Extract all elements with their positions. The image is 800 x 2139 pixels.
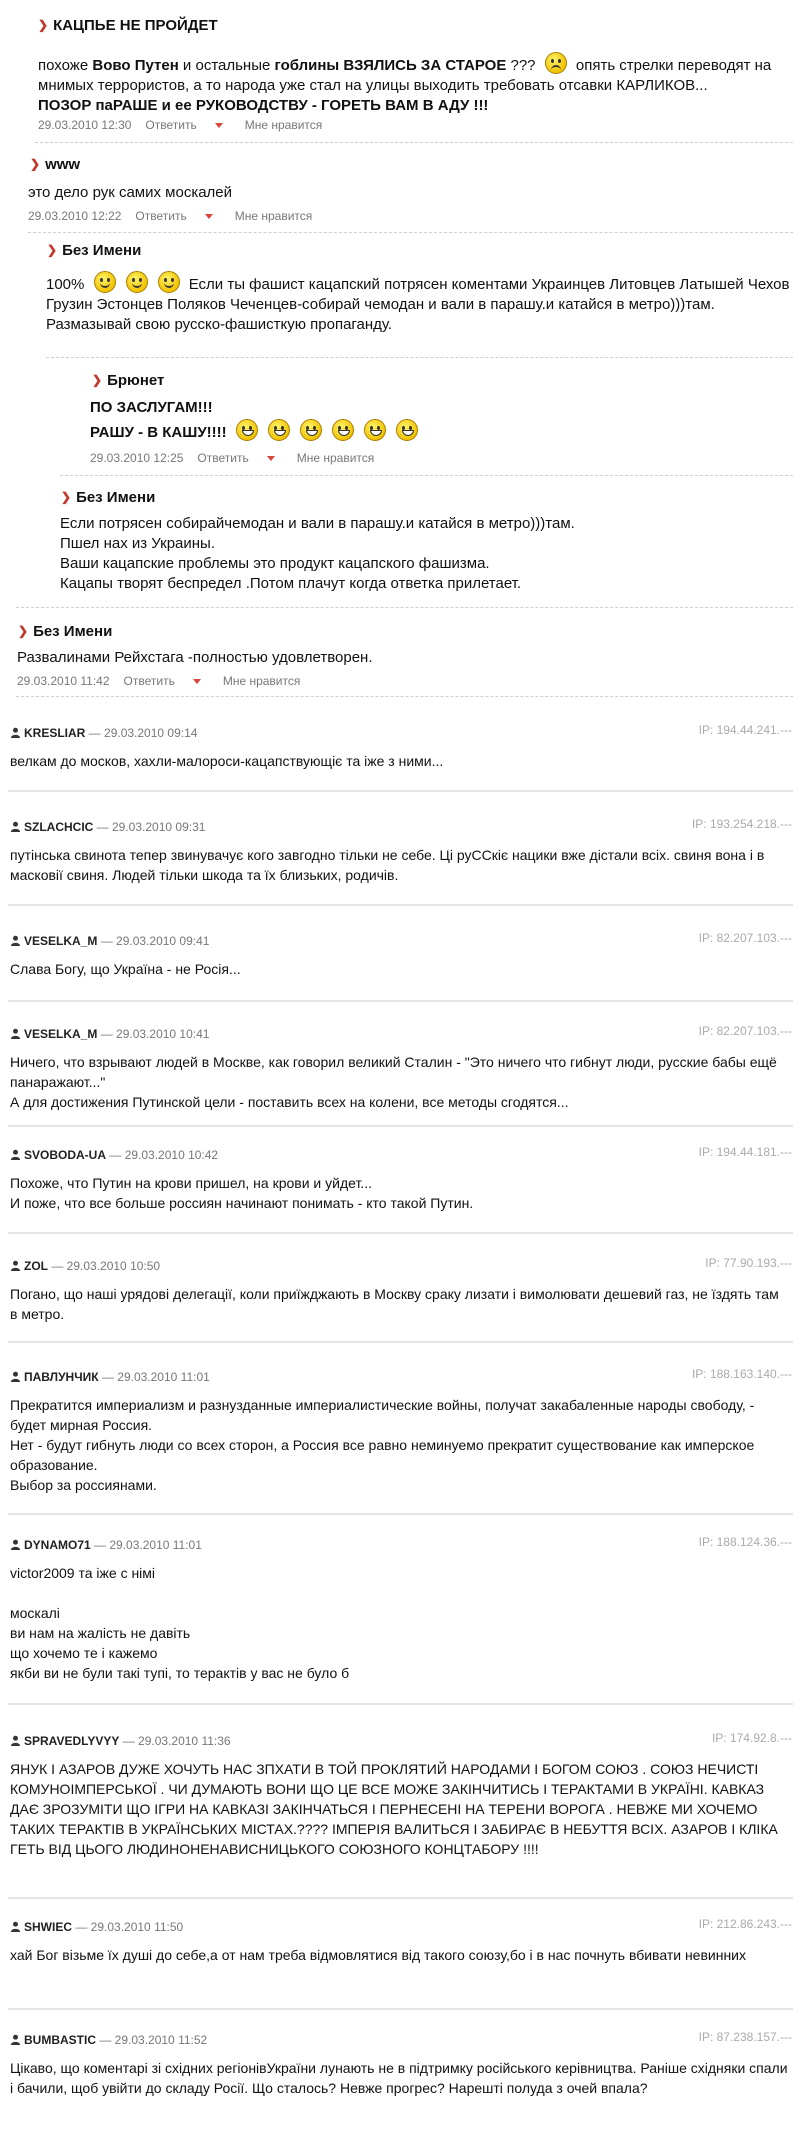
comment-ip: IP: 174.92.8.--- (711, 1731, 792, 1745)
comment-date: 29.03.2010 11:01 (117, 1370, 210, 1384)
comment-text: Ничего, что взрывают людей в Москве, как говорил великий Сталин - "Это ничего что гибнут люди, русские бабы ещё панаражают..." А для достижения Путинской цели - поставить всех на колени, все методы сгодятся... (10, 1054, 777, 1110)
thread-author[interactable] (38, 17, 218, 34)
comment-date: 29.03.2010 10:50 (66, 1259, 161, 1273)
comment-date: 29.03.2010 10:41 (116, 1027, 210, 1041)
user-icon (10, 935, 21, 946)
user-icon (10, 1371, 21, 1382)
grin-smiley-icon (396, 419, 418, 441)
comment-ip: IP: 188.124.36.--- (698, 1535, 792, 1549)
dropdown-arrow-icon[interactable] (215, 123, 223, 128)
comment-text: Погано, що наші урядові делегації, коли приїжджають в Москву сраку лизати і вимолювати дешевий газ, не їздять там в метро. (10, 1286, 779, 1322)
comment-ip: IP: 193.254.218.--- (691, 817, 792, 831)
comment-separator (8, 790, 793, 792)
comment-header: KRESLIAR — 29.03.2010 09:14 (10, 726, 197, 740)
user-icon (10, 1921, 21, 1932)
thread-meta: 29.03.2010 11:42 Ответить Мне нравится (17, 674, 301, 688)
comment-ip: IP: 194.44.241.--- (698, 723, 792, 737)
comment-author[interactable]: BUMBASTIC (24, 2033, 96, 2047)
thread-author[interactable]: ❯ Без Имени (47, 242, 142, 259)
comment-separator (8, 1513, 793, 1515)
chevron-right-icon: ❯ (47, 243, 58, 257)
dropdown-arrow-icon[interactable] (267, 456, 275, 461)
reply-link[interactable]: Ответить (197, 451, 249, 465)
chevron-right-icon: ❯ (92, 373, 103, 387)
user-icon (10, 2034, 21, 2045)
comment-header: VESELKA_M — 29.03.2010 09:41 (10, 934, 209, 948)
comment-separator (8, 1232, 793, 1234)
comment-author[interactable]: SVOBODA-UA (24, 1148, 107, 1162)
comment-ip: IP: 194.44.181.--- (698, 1145, 792, 1159)
comment-author[interactable]: KRESLIAR (24, 726, 86, 740)
thread-author[interactable]: ❯ Без Имени (18, 623, 113, 640)
chevron-right-icon: ❯ (30, 157, 41, 171)
grin-smiley-icon (236, 419, 258, 441)
comment-header: SHWIEC — 29.03.2010 11:50 (10, 1920, 183, 1934)
thread-text: похоже Вово Путен и остальные гоблины ВЗЯЛИСЬ ЗА СТАРОЕ ??? опять стрелки переводят на мнимых террористов, а то народа уже стал на улицы выходить требовать отсавки КАРЛИКОВ... ПОЗОР паРАШЕ и ее РУКОВОДСТВУ - ГОРЕТЬ ВАМ В АДУ !!! (38, 52, 798, 116)
user-icon (10, 821, 21, 832)
divider (16, 696, 793, 697)
comment-header: VESELKA_M — 29.03.2010 10:41 (10, 1027, 209, 1041)
like-link[interactable]: Мне нравится (222, 674, 301, 688)
divider (46, 357, 793, 358)
comment-author[interactable]: VESELKA_M (24, 1027, 98, 1041)
like-link[interactable]: Мне нравится (234, 209, 313, 223)
comment-author[interactable]: SZLACHCIC (24, 820, 94, 834)
like-link[interactable]: Мне нравится (244, 118, 323, 132)
thread-meta: 29.03.2010 12:22 Ответить Мне нравится (28, 209, 313, 223)
comment-date: 29.03.2010 09:41 (116, 934, 210, 948)
grin-smiley-icon (300, 419, 322, 441)
comment-separator (8, 904, 793, 906)
grin-smiley-icon (364, 419, 386, 441)
divider (35, 142, 793, 143)
comment-text: путінська свинота тепер звинувачує кого завгодно тільки не себе. Ці руССкіє нацики вже дістали всіх. свиня вона і в масковії свиня. Людей тільки шкода та їх близьких, родичів. (10, 847, 765, 883)
comment-text: Прекратится империализм и разнузданные империалистические войны, получат закабаленные народы свободу, - будет мирная Россия. Нет - будут гибнуть люди со всех сторон, а Россия все равно неминуемо прекратит существование как имперское образование. Выбор за россиянами. (10, 1397, 755, 1493)
thread-meta: 29.03.2010 12:30 Ответить Мне нравится (38, 118, 323, 132)
divider (60, 475, 793, 476)
angry-smiley-icon (545, 52, 567, 74)
comment-ip: IP: 77.90.193.--- (705, 1256, 792, 1270)
reply-link[interactable]: Ответить (135, 209, 187, 223)
comment-author[interactable]: ZOL (24, 1259, 48, 1273)
comment-author[interactable]: SHWIEC (24, 1920, 72, 1934)
comment-date: 29.03.2010 11:50 (90, 1920, 184, 1934)
comment-text: Похоже, что Путин на крови пришел, на крови и уйдет... И поже, что все больше россиян начинают понимать - кто такой Путин. (10, 1175, 474, 1211)
user-icon (10, 1260, 21, 1271)
comment-separator (8, 1125, 793, 1127)
reply-link[interactable]: Ответить (145, 118, 197, 132)
comment-header: BUMBASTIC — 29.03.2010 11:52 (10, 2033, 207, 2047)
comment-date: 29.03.2010 09:14 (104, 726, 198, 740)
comment-separator (8, 1000, 793, 1002)
chevron-right-icon: ❯ (61, 490, 72, 504)
dropdown-arrow-icon[interactable] (205, 214, 213, 219)
comment-ip: IP: 212.86.243.--- (698, 1917, 792, 1931)
grin-smiley-icon (332, 419, 354, 441)
divider (16, 607, 793, 608)
divider (28, 232, 793, 233)
comment-text: Слава Богу, що Україна - не Росія... (10, 961, 241, 977)
comment-header: ПАВЛУНЧИК — 29.03.2010 11:01 (10, 1370, 210, 1384)
user-icon (10, 727, 21, 738)
comment-text: велкам до москов, хахли-малороси-кацапствующіє та іже з ними... (10, 753, 444, 769)
comment-author[interactable]: ПАВЛУНЧИК (24, 1370, 99, 1384)
grin-smiley-icon (268, 419, 290, 441)
smiley-icon (158, 271, 180, 293)
comment-header: SZLACHCIC — 29.03.2010 09:31 (10, 820, 205, 834)
comment-author[interactable]: VESELKA_M (24, 934, 98, 948)
comment-header: SPRAVEDLYVYY — 29.03.2010 11:36 (10, 1734, 231, 1748)
comment-ip: IP: 82.207.103.--- (698, 931, 792, 945)
user-icon (10, 1539, 21, 1550)
thread-author-name: КАЦПЬЕ НЕ ПРОЙДЕТ (53, 17, 218, 34)
dropdown-arrow-icon[interactable] (193, 679, 201, 684)
thread-author[interactable]: ❯ Без Имени (61, 489, 156, 506)
thread-text: Если потрясен собирайчемодан и вали в парашу.и катайся в метро)))там. Пшел нах из Украины. Ваши кацапские проблемы это продукт кацапского фашизма. Кацапы творят беспредел .Потом плачут когда ответка прилетает. (60, 515, 575, 592)
comment-ip: IP: 87.238.157.--- (698, 2030, 792, 2044)
thread-text: это дело рук самих москалей (28, 184, 233, 201)
comment-text: ЯНУК І АЗАРОВ ДУЖЕ ХОЧУТЬ НАС ЗПХАТИ В ТОЙ ПРОКЛЯТИЙ НАРОДАМИ І БОГОМ СОЮЗ . СОЮЗ НЕЧИСТІ КОМУНОІМПЕРСЬКОЇ . ЧИ ДУМАЮТЬ ВОНИ ЩО ЦЕ ВСЕ МОЖЕ ЗАКІНЧИТИСЬ І ТЕРАКТАМИ В УКРАЇНІ. КАВКАЗ ДАЄ ЗРОЗУМІТИ ЩО ІГРИ НА КАВКАЗІ ЗАКІНЧАТЬСЯ І ПЕРНЕСЕНІ НА ТЕРЕНИ ВОРОГА . НЕВЖЕ МИ ХОЧЕМО ТАКИХ ТЕРАКТІВ В УКРАЇНСЬКИХ МІСТАХ.???? ІМПЕРІЯ ВАЛИТЬСЯ І ЗАБИРАЄ В НЕБУТТЯ ВСІХ. АЗАРОВ І КЛІКА ГЕТЬ ВІД ЦЬОГО ЛЮДИНОНЕНАВИСНИЦЬКОГО СОЮЗНОГО КОНЦТАБОРУ !!!! (10, 1761, 778, 1857)
comment-date: 29.03.2010 09:31 (112, 820, 206, 834)
like-link[interactable]: Мне нравится (296, 451, 375, 465)
comment-date: 29.03.2010 11:52 (114, 2033, 208, 2047)
comment-ip: IP: 82.207.103.--- (698, 1024, 792, 1038)
comment-date: 29.03.2010 11:36 (138, 1734, 231, 1748)
comment-header: ZOL — 29.03.2010 10:50 (10, 1259, 160, 1273)
comment-author[interactable]: SPRAVEDLYVYY (24, 1734, 120, 1748)
thread-text: ПО ЗАСЛУГАМ!!! РАШУ - В КАШУ!!!! (90, 398, 790, 448)
smiley-icon (126, 271, 148, 293)
comment-author[interactable]: DYNAMO71 (24, 1538, 91, 1552)
chevron-right-icon: ❯ (38, 18, 49, 32)
thread-author[interactable]: ❯ www (30, 156, 81, 173)
comment-header: SVOBODA-UA — 29.03.2010 10:42 (10, 1148, 218, 1162)
thread-author[interactable]: ❯ Брюнет (92, 372, 165, 389)
chevron-right-icon: ❯ (18, 624, 29, 638)
comment-separator (8, 1897, 793, 1899)
user-icon (10, 1028, 21, 1039)
comment-date: 29.03.2010 10:42 (124, 1148, 219, 1162)
smiley-icon (94, 271, 116, 293)
thread-meta: 29.03.2010 12:25 Ответить Мне нравится (90, 451, 375, 465)
comment-separator (8, 1703, 793, 1705)
thread-text: Развалинами Рейхстага -полностью удовлетворен. (17, 649, 373, 666)
comment-separator (8, 1341, 793, 1343)
comment-text: victor2009 та іже с німі москалі ви нам на жалість не давіть що хочемо те і кажемо якби ви не були такі тупі, то терактів у вас не було б (10, 1565, 350, 1681)
comment-text: хай Бог візьме їх душі до себе,а от нам треба відмовлятися від такого союзу,бо і в нас почнуть вбивати невинних (10, 1947, 746, 1963)
comment-date: 29.03.2010 11:01 (109, 1538, 202, 1552)
comment-ip: IP: 188.163.140.--- (691, 1367, 792, 1381)
comment-text: Цікаво, що коментарі зі східних регіонівУкраїни лунають не в підтримку російського керівництва. Раніше східняки спали і бачили, щоб увійти до складу Росії. Що сталось? Невже прогрес? Нарешті полуда з очей впала? (10, 2060, 788, 2096)
user-icon (10, 1149, 21, 1160)
reply-link[interactable]: Ответить (123, 674, 175, 688)
comment-header: DYNAMO71 — 29.03.2010 11:01 (10, 1538, 202, 1552)
user-icon (10, 1735, 21, 1746)
thread-text: 100% Если ты фашист кацапский потрясен коментами Украинцев Литовцев Латышей Чехов Грузин Эстонцев Поляков Чеченцев-собирай чемодан и вали в парашу.и катайся в метро)))там. Размазывай свою русско-фашисткую пропаганду. (46, 271, 791, 335)
comment-separator (8, 2008, 793, 2010)
